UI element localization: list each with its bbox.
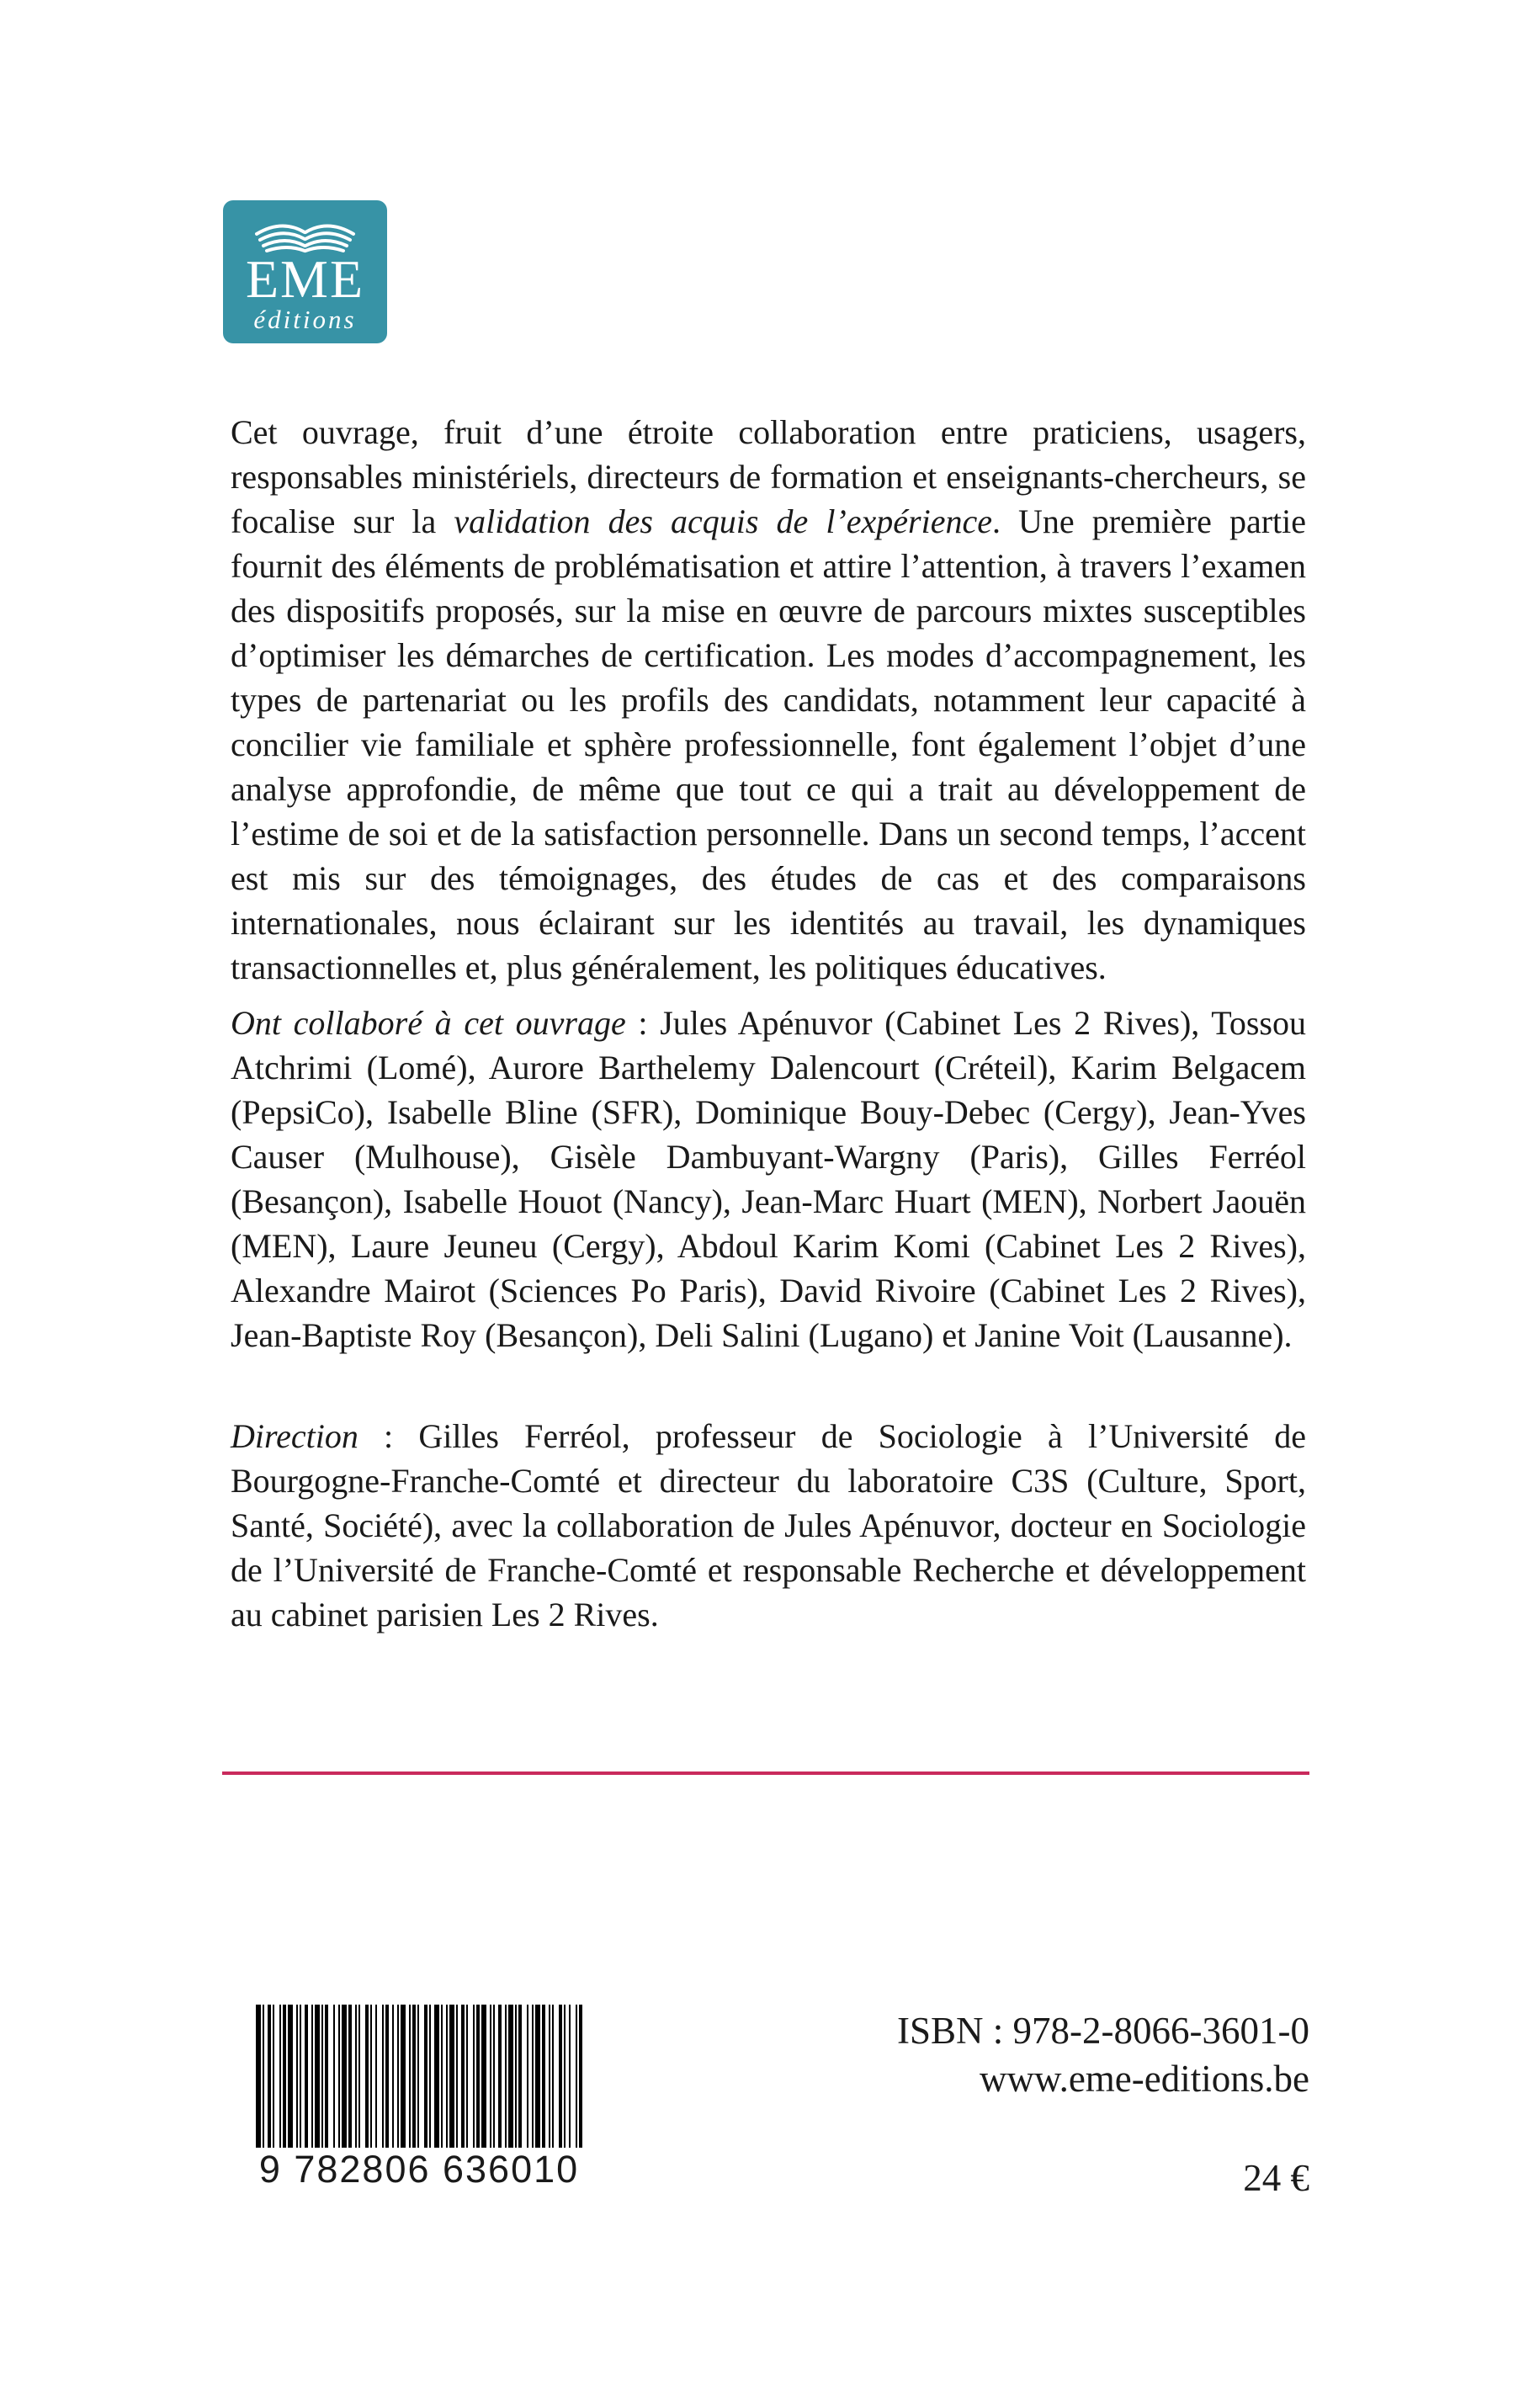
barcode-bar — [564, 2005, 566, 2148]
barcode-bar — [409, 2005, 411, 2148]
barcode-bar — [397, 2005, 399, 2148]
barcode-bar — [490, 2005, 491, 2148]
barcode-bar — [579, 2005, 582, 2148]
barcode-bar — [429, 2005, 431, 2148]
barcode-bar — [348, 2005, 352, 2148]
barcode-bar — [268, 2005, 271, 2148]
barcode-bar — [305, 2005, 308, 2148]
barcode-bar — [315, 2005, 320, 2148]
barcode-bar — [535, 2005, 540, 2148]
barcode-bar — [256, 2005, 261, 2148]
barcode-bar — [355, 2005, 357, 2148]
description-part2: . Une première partie fournit des éléments de problématisation et attire l’attention, à travers l’examen des dispositifs proposés, sur la mise en œuvre de parcours mixtes susceptibles d’optimiser les démarches de certification. Les modes d’accompagnement, les types de partenariat ou les profils des candidats, notamment leur capacité à concilier vie familiale et sphère professionnelle, font également l’objet d’une analyse approfondie, de même que tout ce qui a trait au développement de l’estime de soi et de la satisfaction personnelle. Dans un second temps, l’accent est mis sur des témoignages, des études de cas et des comparaisons internationales, nous éclairant sur les identités au travail, les dynamiques transactionnelles et, plus généralement, les politiques éducatives. — [231, 502, 1306, 986]
barcode-bar — [576, 2005, 577, 2148]
barcode-bar — [333, 2005, 335, 2148]
barcode-bar — [392, 2005, 394, 2148]
barcode-bar — [569, 2005, 571, 2148]
barcode-bar — [527, 2005, 528, 2148]
barcode-bar — [375, 2005, 377, 2148]
barcode-bar — [273, 2005, 274, 2148]
barcode-bar — [296, 2005, 298, 2148]
barcode-bar — [279, 2005, 281, 2148]
divider-rule — [222, 1771, 1309, 1775]
barcode-bar — [461, 2005, 465, 2148]
barcode-bar — [498, 2005, 502, 2148]
barcode-bar — [412, 2005, 416, 2148]
barcode-bar — [365, 2005, 369, 2148]
barcode-bar — [342, 2005, 347, 2148]
barcode-bar — [288, 2005, 293, 2148]
price: 24 € — [1243, 2157, 1309, 2199]
barcode-bar — [385, 2005, 389, 2148]
barcode-bar — [325, 2005, 328, 2148]
barcode-bar — [321, 2005, 323, 2148]
barcode-bar — [481, 2005, 486, 2148]
barcode-bar — [518, 2005, 522, 2148]
barcode-bar — [434, 2005, 439, 2148]
barcode-bar — [493, 2005, 495, 2148]
barcode-bar — [476, 2005, 480, 2148]
barcode-bar — [505, 2005, 507, 2148]
barcode-bar — [532, 2005, 534, 2148]
barcode-bar — [515, 2005, 517, 2148]
barcode-bar — [263, 2005, 264, 2148]
barcode-bar — [542, 2005, 545, 2148]
barcode-bar — [311, 2005, 313, 2148]
direction-label: Direction — [231, 1417, 358, 1455]
barcode-bar — [283, 2005, 286, 2148]
logo-sub-text: éditions — [253, 305, 357, 334]
barcode-bar — [401, 2005, 406, 2148]
book-description — [231, 410, 1306, 990]
collaborators-list: : Jules Apénuvor (Cabinet Les 2 Rives), Tossou Atchrimi (Lomé), Aurore Barthelemy Dalencourt (Créteil), Karim Belgacem (PepsiCo), Isabelle Bline (SFR), Dominique Bouy-Debec (Cergy), Jean-Yves Causer (Mulhouse), Gisèle Dambuyant-Wargny (Paris), Gilles Ferréol (Besançon), Isabelle Houot (Nancy), Jean-Marc Huart (MEN), Norbert Jaouën (MEN), Laure Jeuneu (Cergy), Abdoul Karim Komi (Cabinet Les 2 Rives), Alexandre Mairot (Sciences Po Paris), David Rivoire (Cabinet Les 2 Rives), Jean-Baptiste Roy (Besançon), Deli Salini (Lugano) et Janine Voit (Lausanne). — [231, 1004, 1306, 1354]
logo-main-text: EME — [245, 249, 365, 309]
barcode-bar — [382, 2005, 384, 2148]
direction-paragraph — [231, 1414, 1306, 1637]
barcode-bar — [559, 2005, 562, 2148]
isbn: ISBN : 978-2-8066-3601-0 — [897, 2010, 1309, 2052]
barcode-bar — [466, 2005, 468, 2148]
website-url: www.eme-editions.be — [980, 2058, 1309, 2100]
barcode-bar — [456, 2005, 458, 2148]
publisher-logo — [223, 200, 387, 343]
barcode-bar — [370, 2005, 372, 2148]
barcode-bar — [417, 2005, 419, 2148]
barcode-digits: 9 782806 636010 — [258, 2148, 580, 2191]
description-part1: Cet ouvrage, fruit d’une étroite collaboration entre praticiens, usagers, responsables ministériels, directeurs de formation et enseignants-chercheurs, se focalise sur la — [231, 413, 1306, 540]
barcode-bar — [441, 2005, 443, 2148]
barcode — [252, 2005, 586, 2152]
barcode-bar — [449, 2005, 454, 2148]
description-emphasis: validation des acquis de l’expérience — [454, 502, 992, 540]
barcode-bar — [338, 2005, 340, 2148]
collaborators-label: Ont collaboré à cet ouvrage — [231, 1004, 626, 1042]
barcode-bar — [358, 2005, 360, 2148]
barcode-bar — [552, 2005, 554, 2148]
barcode-bar — [549, 2005, 550, 2148]
direction-text: : Gilles Ferréol, professeur de Sociologie à l’Université de Bourgogne-Franche-Comté et directeur du laboratoire C3S (Culture, Sport, Santé, Société), avec la collaboration de Jules Apénuvor, docteur en Sociologie de l’Université de Franche-Comté et responsable Recherche et développement au cabinet parisien Les 2 Rives. — [231, 1417, 1306, 1633]
barcode-bar — [473, 2005, 475, 2148]
barcode-bar — [508, 2005, 513, 2148]
barcode-bar — [446, 2005, 448, 2148]
barcode-bar — [300, 2005, 301, 2148]
barcode-bar — [424, 2005, 427, 2148]
collaborators-paragraph — [231, 1001, 1306, 1357]
